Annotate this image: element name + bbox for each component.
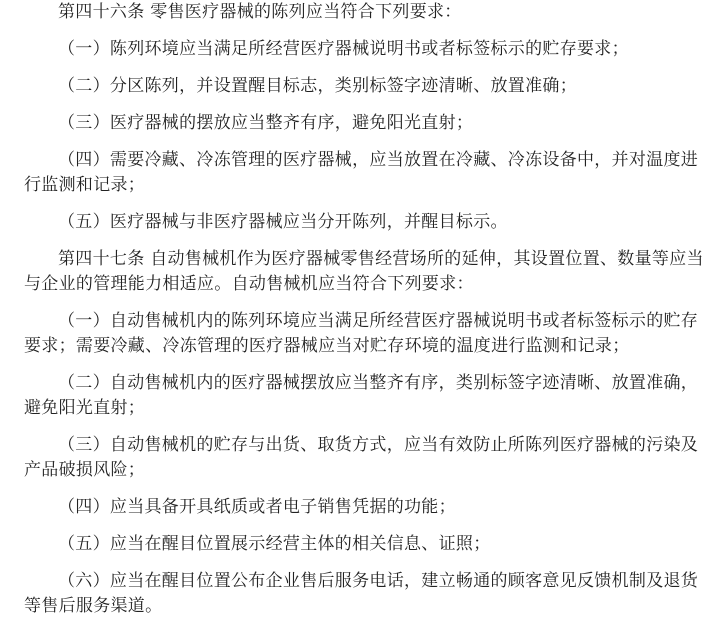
article-47-item-1: （一）自动售械机内的陈列环境应当满足所经营医疗器械说明书或者标签标示的贮存要求；需要冷藏、冷冻管理的医疗器械应当对贮存环境的温度进行监测和记录； (24, 311, 699, 356)
article-47-item-3: （三）自动售械机的贮存与出货、取货方式，应当有效防止所陈列医疗器械的污染及产品破损风险； (24, 435, 699, 480)
article-46-item-4: （四）需要冷藏、冷冻管理的医疗器械，应当放置在冷藏、冷冻设备中，并对温度进行监测和记录； (24, 150, 699, 195)
article-47-heading: 第四十七条 自动售械机作为医疗器械零售经营场所的延伸，其设置位置、数量等应当与企业的管理能力相适应。自动售械机应当符合下列要求： (24, 249, 704, 294)
article-46-item-1: （一）陈列环境应当满足所经营医疗器械说明书或者标签标示的贮存要求； (58, 39, 629, 59)
article-46-item-5: （五）医疗器械与非医疗器械应当分开陈列，并醒目标示。 (58, 212, 508, 232)
article-46-item-3: （三）医疗器械的摆放应当整齐有序，避免阳光直射； (58, 113, 474, 133)
article-47-item-5: （五）应当在醒目位置展示经营主体的相关信息、证照； (58, 534, 491, 554)
article-47-item-2: （二）自动售械机内的医疗器械摆放应当整齐有序，类别标签字迹清晰、放置准确，避免阳光直射； (24, 373, 699, 418)
article-46-heading: 第四十六条 零售医疗器械的陈列应当符合下列要求： (58, 2, 462, 22)
article-46-item-2: （二）分区陈列，并设置醒目标志，类别标签字迹清晰、放置准确； (58, 76, 577, 96)
article-47-item-4: （四）应当具备开具纸质或者电子销售凭据的功能； (58, 497, 456, 517)
article-47-item-6: （六）应当在醒目位置公布企业售后服务电话，建立畅通的顾客意见反馈机制及退货等售后服务渠道。 (24, 571, 699, 616)
